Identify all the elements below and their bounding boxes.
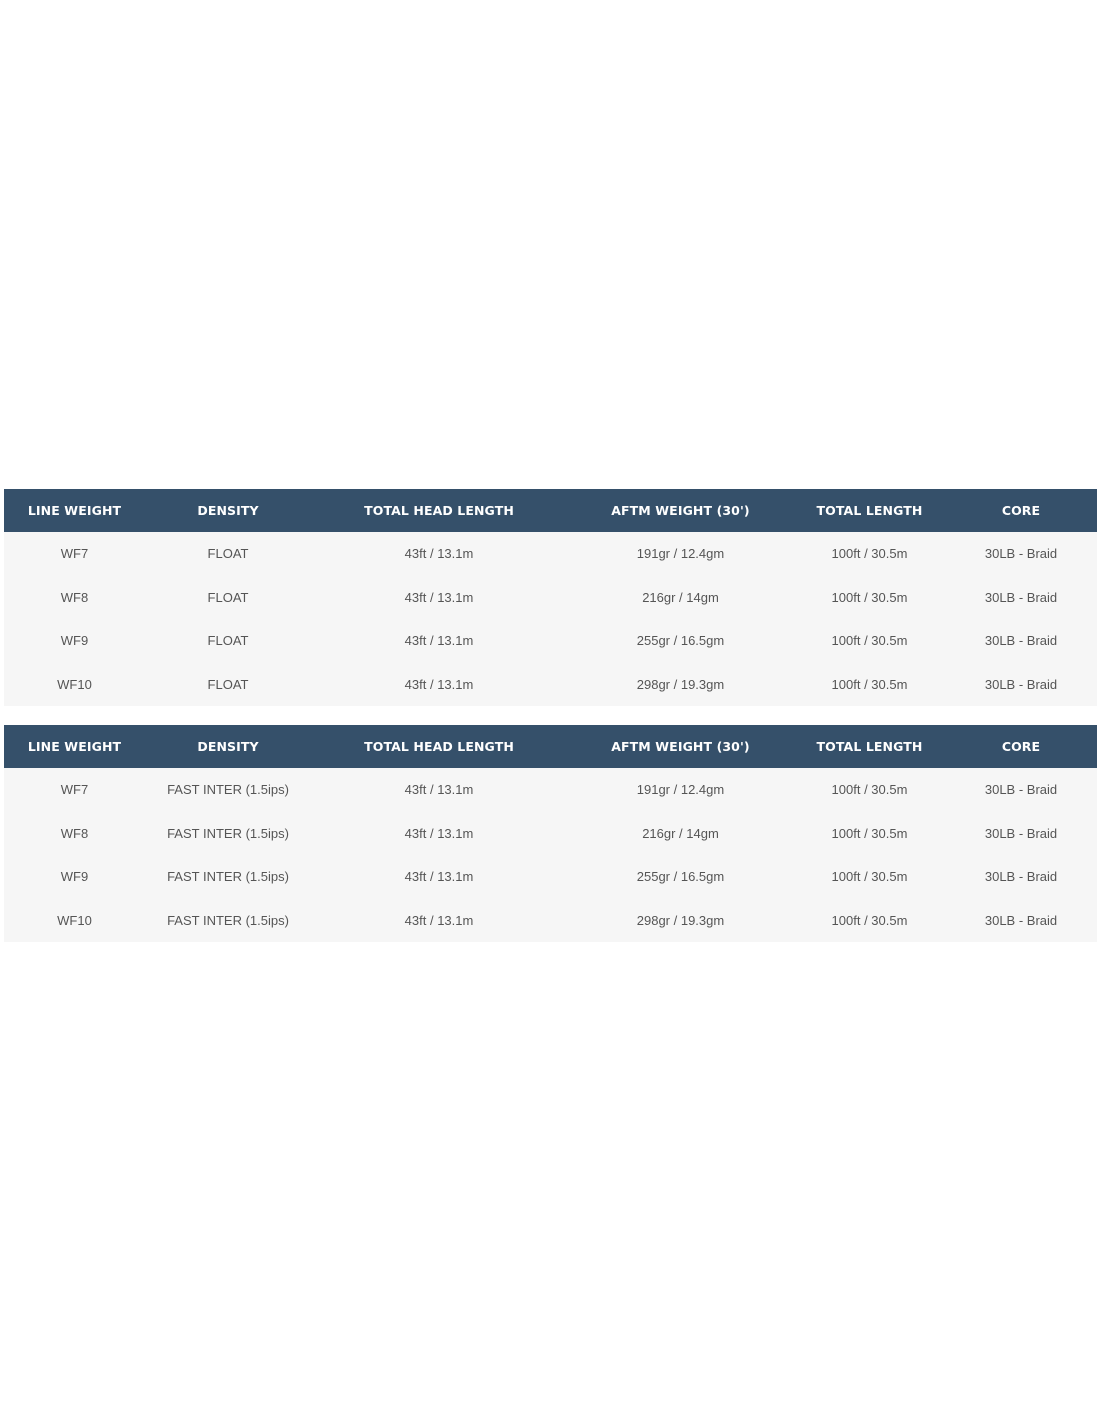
column-header-line-weight: LINE WEIGHT — [27, 739, 122, 754]
cell-line-weight: WF10 — [57, 676, 92, 692]
table-row — [4, 619, 1097, 663]
cell-aftm-weight: 216gr / 14gm — [642, 589, 719, 605]
cell-total-head-length: 43ft / 13.1m — [404, 869, 474, 885]
column-header-total-length: TOTAL LENGTH — [816, 503, 923, 518]
cell-total-head-length: 43ft / 13.1m — [404, 676, 474, 692]
cell-density: FLOAT — [207, 589, 249, 605]
spec-table-float — [4, 489, 1097, 706]
column-header-aftm-weight: AFTM WEIGHT (30') — [611, 503, 750, 518]
table-row — [4, 768, 1097, 812]
cell-density: FAST INTER (1.5ips) — [167, 825, 289, 841]
cell-aftm-weight: 191gr / 12.4gm — [636, 546, 725, 562]
cell-core: 30LB - Braid — [984, 912, 1058, 928]
cell-total-length: 100ft / 30.5m — [831, 676, 908, 692]
cell-core: 30LB - Braid — [984, 546, 1058, 562]
cell-aftm-weight: 298gr / 19.3gm — [636, 676, 725, 692]
cell-core: 30LB - Braid — [984, 869, 1058, 885]
column-header-core: CORE — [1001, 739, 1041, 754]
cell-total-head-length: 43ft / 13.1m — [404, 912, 474, 928]
cell-line-weight: WF9 — [60, 633, 89, 649]
table-row — [4, 899, 1097, 943]
column-header-total-length: TOTAL LENGTH — [816, 739, 923, 754]
table-row — [4, 812, 1097, 856]
cell-aftm-weight: 298gr / 19.3gm — [636, 912, 725, 928]
table-header-row — [4, 725, 1097, 768]
cell-total-head-length: 43ft / 13.1m — [404, 633, 474, 649]
cell-density: FLOAT — [207, 633, 249, 649]
column-header-total-head-length: TOTAL HEAD LENGTH — [364, 503, 514, 518]
table-row — [4, 532, 1097, 576]
cell-aftm-weight: 255gr / 16.5gm — [636, 869, 725, 885]
cell-total-head-length: 43ft / 13.1m — [404, 825, 474, 841]
cell-core: 30LB - Braid — [984, 825, 1058, 841]
cell-total-head-length: 43ft / 13.1m — [404, 589, 474, 605]
cell-total-head-length: 43ft / 13.1m — [404, 546, 474, 562]
cell-total-length: 100ft / 30.5m — [831, 589, 908, 605]
cell-core: 30LB - Braid — [984, 676, 1058, 692]
cell-total-head-length: 43ft / 13.1m — [404, 782, 474, 798]
cell-core: 30LB - Braid — [984, 589, 1058, 605]
cell-total-length: 100ft / 30.5m — [831, 912, 908, 928]
cell-aftm-weight: 191gr / 12.4gm — [636, 782, 725, 798]
cell-density: FAST INTER (1.5ips) — [167, 869, 289, 885]
cell-line-weight: WF10 — [57, 912, 92, 928]
table-row — [4, 663, 1097, 707]
table-header-row — [4, 489, 1097, 532]
column-header-line-weight: LINE WEIGHT — [27, 503, 122, 518]
column-header-core: CORE — [1001, 503, 1041, 518]
column-header-density: DENSITY — [197, 503, 259, 518]
cell-density: FLOAT — [207, 546, 249, 562]
cell-line-weight: WF9 — [60, 869, 89, 885]
column-header-aftm-weight: AFTM WEIGHT (30') — [611, 739, 750, 754]
column-header-total-head-length: TOTAL HEAD LENGTH — [364, 739, 514, 754]
cell-density: FAST INTER (1.5ips) — [167, 912, 289, 928]
cell-total-length: 100ft / 30.5m — [831, 546, 908, 562]
cell-core: 30LB - Braid — [984, 782, 1058, 798]
spec-table-fast-inter — [4, 725, 1097, 942]
cell-aftm-weight: 216gr / 14gm — [642, 825, 719, 841]
cell-line-weight: WF7 — [60, 546, 89, 562]
cell-total-length: 100ft / 30.5m — [831, 825, 908, 841]
cell-line-weight: WF8 — [60, 825, 89, 841]
cell-density: FLOAT — [207, 676, 249, 692]
cell-aftm-weight: 255gr / 16.5gm — [636, 633, 725, 649]
cell-line-weight: WF8 — [60, 589, 89, 605]
table-row — [4, 855, 1097, 899]
cell-total-length: 100ft / 30.5m — [831, 869, 908, 885]
cell-total-length: 100ft / 30.5m — [831, 633, 908, 649]
cell-density: FAST INTER (1.5ips) — [167, 782, 289, 798]
column-header-density: DENSITY — [197, 739, 259, 754]
table-row — [4, 576, 1097, 620]
cell-line-weight: WF7 — [60, 782, 89, 798]
cell-total-length: 100ft / 30.5m — [831, 782, 908, 798]
cell-core: 30LB - Braid — [984, 633, 1058, 649]
